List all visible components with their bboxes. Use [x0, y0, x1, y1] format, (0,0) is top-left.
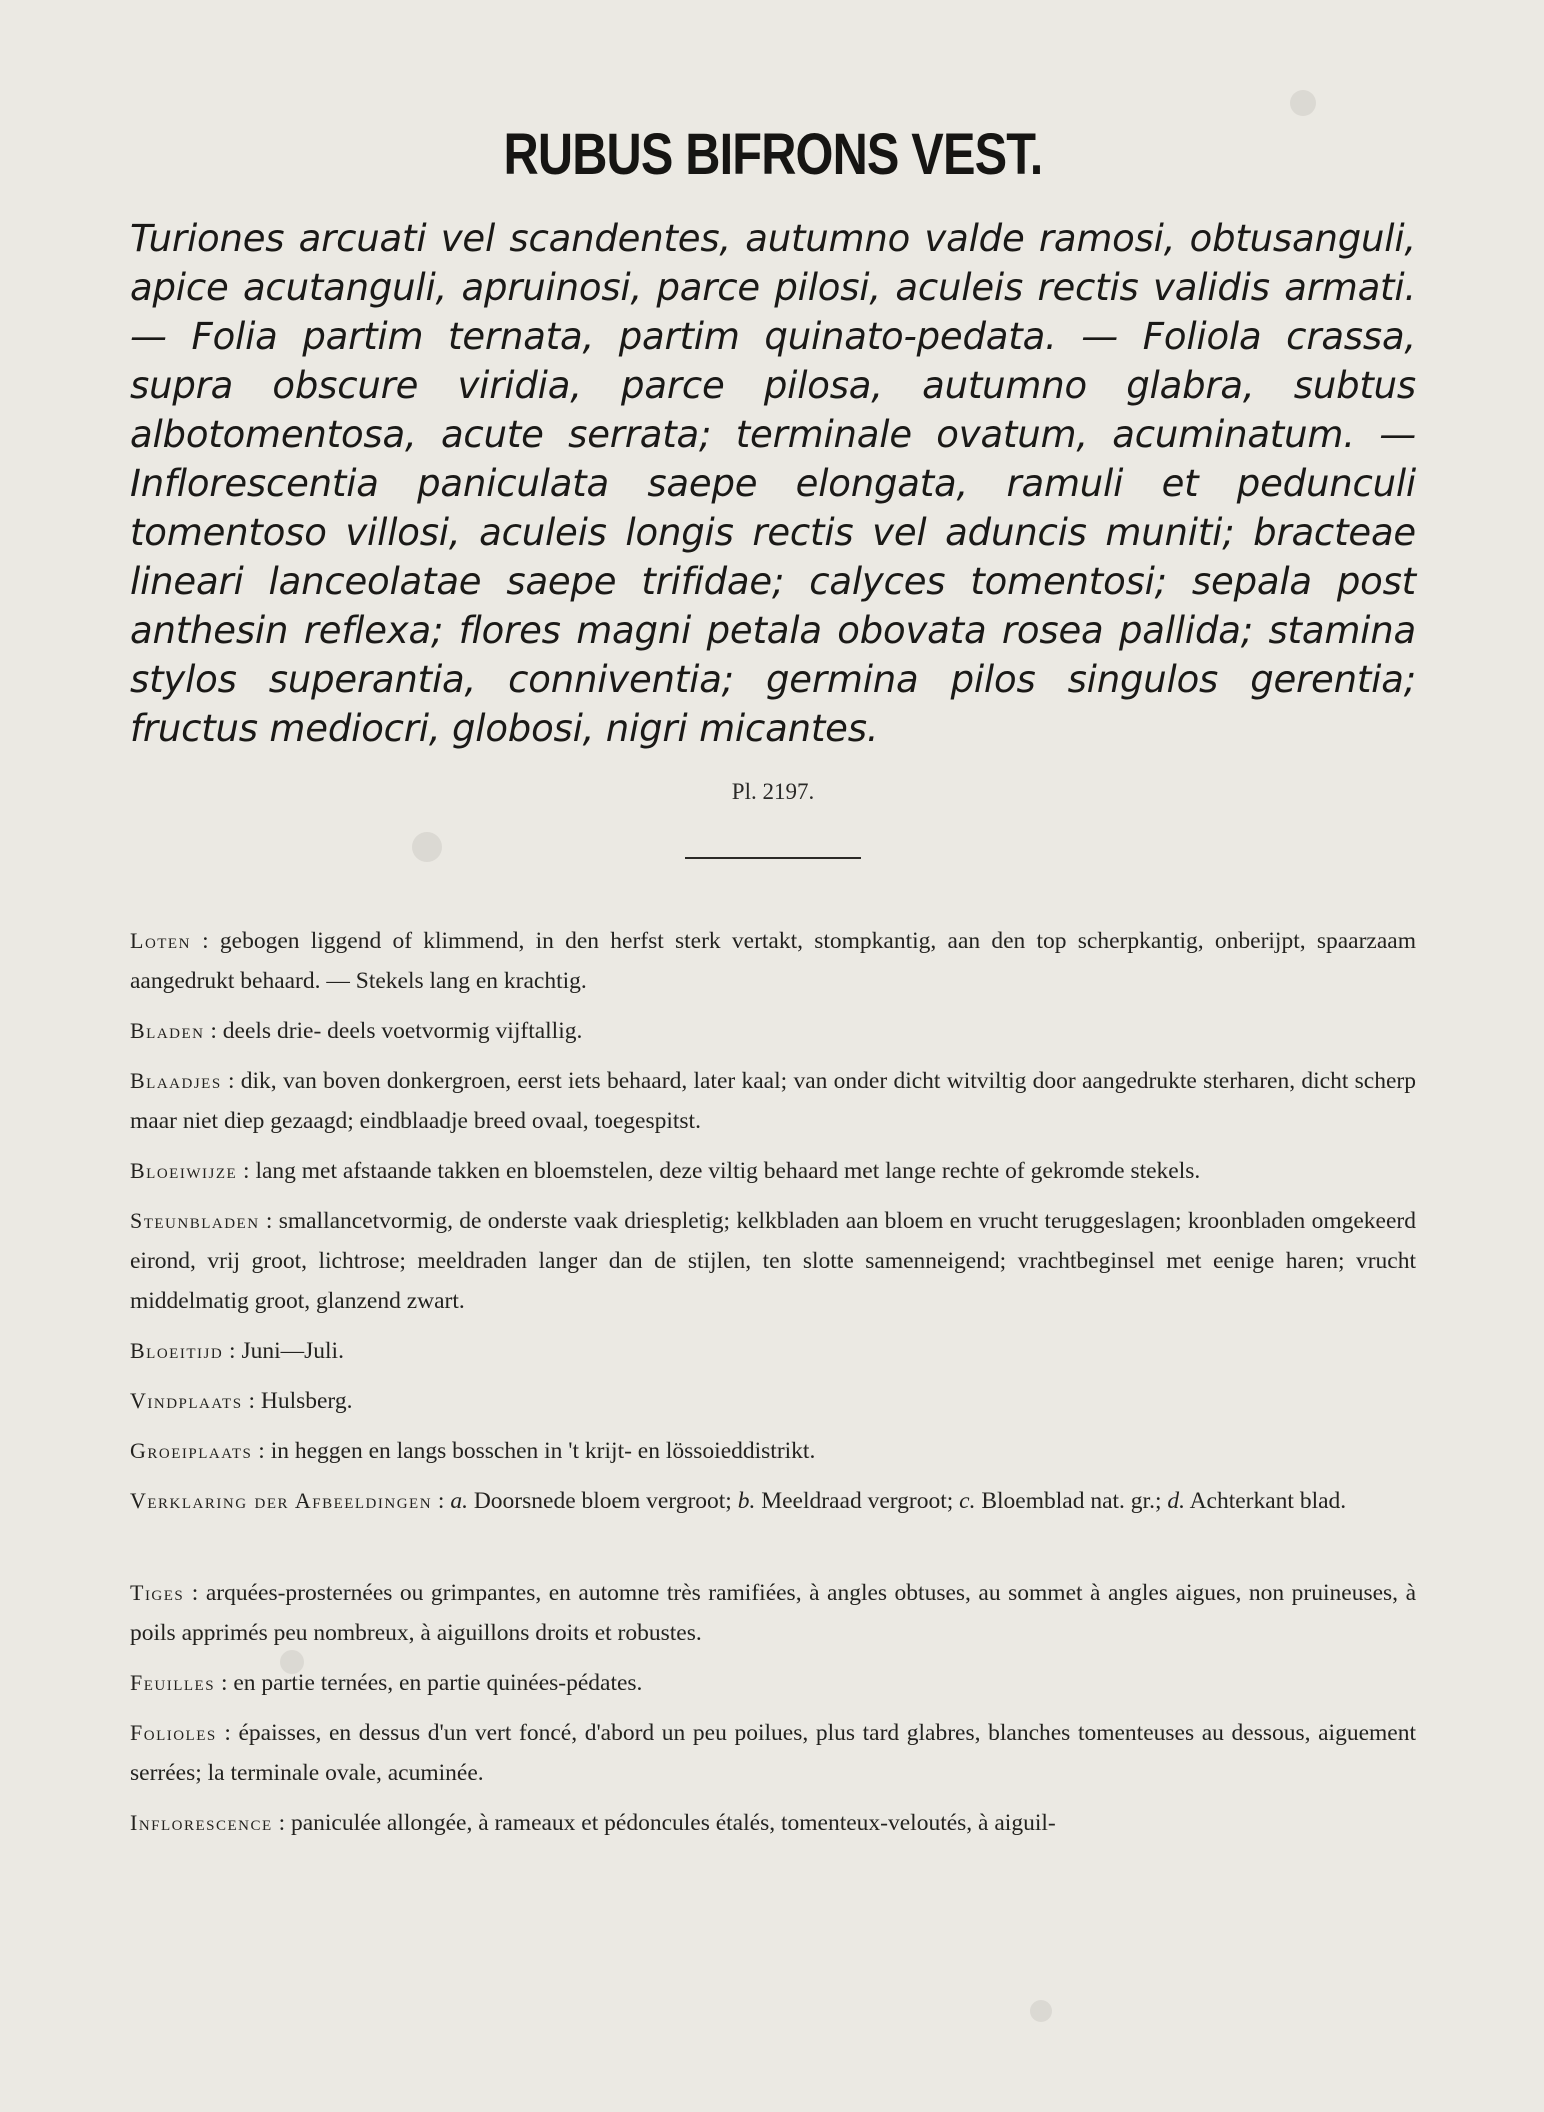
section-divider	[685, 857, 861, 859]
french-description	[130, 1573, 1416, 1843]
paper-spot	[280, 1650, 304, 1674]
latin-description: Turiones arcuati vel scandentes, autumno valde ramosi, obtusanguli, apice acutanguli, apruinosi, parce pilosi, aculeis rectis validis armati. — Folia partim ternata, partim quinato-pedata. — Foliola crassa, supra obscure viridia, parce pilosa, autumno glabra, subtus albotomentosa, acute serrata; terminale ovatum, acuminatum. — Inflorescentia paniculata saepe elongata, ramuli et pedunculi tomentoso villosi, aculeis longis rectis vel aduncis muniti; bracteae lineari lanceolatae saepe trifidae; calyces tomentosi; sepala post anthesin reflexa; flores magni petala obovata rosea pallida; stamina stylos superantia, conniventia; germina pilos singulos gerentia; fructus mediocri, globosi, nigri micantes.	[130, 217, 1416, 750]
entry-text: paniculée allongée, à rameaux et pédoncules étalés, tomenteux-veloutés, à aiguil-	[290, 1810, 1056, 1836]
entry-loten: Loten : gebogen liggend of klimmend, in den herfst sterk vertakt, stompkantig, aan den top scherpkantig, onberijpt, spaarzaam aangedrukt behaard. — Stekels lang en krachtig.	[130, 928, 1416, 994]
entry-inflorescence: Inflorescence : paniculée allongée, à rameaux et pédoncules étalés, tomenteux-veloutés, à aiguil-	[130, 1810, 1056, 1836]
entry-bloeitijd: Bloeitijd : Juni—Juli.	[130, 1338, 344, 1364]
entry-text: en partie ternées, en partie quinées-pédates.	[233, 1670, 643, 1696]
entry-label: Steunbladen	[130, 1208, 260, 1233]
entry-text: arquées-prosternées ou grimpantes, en automne très ramifiées, à angles obtuses, au sommet à angles aigues, non pruineuses, à poils apprimés peu nombreux, à aiguillons droits et robustes.	[130, 1580, 1416, 1646]
paper-spot	[412, 832, 442, 862]
entry-text: Hulsberg.	[260, 1388, 353, 1414]
entry-label: Bloeitijd	[130, 1338, 224, 1363]
entry-vindplaats: Vindplaats : Hulsberg.	[130, 1388, 353, 1414]
entry-label: Loten	[130, 928, 191, 953]
figure-key: d.	[1167, 1488, 1185, 1514]
entry-label: Blaadjes	[130, 1068, 222, 1093]
entry-label: Bloeiwijze	[130, 1158, 238, 1183]
entry-text: smallancetvormig, de onderste vaak driespletig; kelkbladen aan bloem en vrucht teruggeslagen; kroonbladen omgekeerd eirond, vrij groot, lichtrose; meeldraden langer dan de stijlen, ten slotte samenneigend; vrachtbeginsel met eenige haren; vrucht middelmatig groot, glanzend zwart.	[130, 1208, 1416, 1314]
entry-label: Tiges	[130, 1580, 185, 1605]
entry-text: in heggen en langs bosschen in 't krijt- en lössoieddistrikt.	[270, 1438, 816, 1464]
entry-text: dik, van boven donkergroen, eerst iets behaard, later kaal; van onder dicht witviltig door aangedrukte sterharen, dicht scherp maar niet diep gezaagd; eindblaadje breed ovaal, toegespitst.	[130, 1068, 1416, 1134]
entry-label: Bladen	[130, 1018, 205, 1043]
entry-label: Folioles	[130, 1720, 217, 1745]
entry-blaadjes: Blaadjes : dik, van boven donkergroen, eerst iets behaard, later kaal; van onder dicht witviltig door aangedrukte sterharen, dicht scherp maar niet diep gezaagd; eindblaadje breed ovaal, toegespitst.	[130, 1068, 1416, 1134]
entry-steunbladen: Steunbladen : smallancetvormig, de onderste vaak driespletig; kelkbladen aan bloem en vrucht teruggeslagen; kroonbladen omgekeerd eirond, vrij groot, lichtrose; meeldraden langer dan de stijlen, ten slotte samenneigend; vrachtbeginsel met eenige haren; vrucht middelmatig groot, glanzend zwart.	[130, 1208, 1416, 1314]
entry-label: Vindplaats	[130, 1388, 243, 1413]
entry-bloeiwijze: Bloeiwijze : lang met afstaande takken en bloemstelen, deze viltig behaard met lange rechte of gekromde stekels.	[130, 1158, 1201, 1184]
entry-text: lang met afstaande takken en bloemstelen, deze viltig behaard met lange rechte of gekromde stekels.	[255, 1158, 1201, 1184]
dutch-description	[130, 921, 1416, 1521]
entry-text: épaisses, en dessus d'un vert foncé, d'abord un peu poilues, plus tard glabres, blanches tomenteuses au dessous, aiguement serrées; la terminale ovale, acuminée.	[130, 1720, 1416, 1786]
figure-key: b.	[737, 1488, 756, 1514]
entry-groeiplaats: Groeiplaats : in heggen en langs bosschen in 't krijt- en lössoieddistrikt.	[130, 1438, 816, 1464]
figure-text: Doorsnede bloem vergroot;	[467, 1488, 738, 1514]
paper-spot	[1030, 2000, 1052, 2022]
figure-key: a.	[450, 1488, 468, 1514]
plate-reference: Pl. 2197.	[731, 779, 815, 804]
entry-label: Groeiplaats	[130, 1438, 253, 1463]
entry-bladen: Bladen : deels drie- deels voetvormig vijftallig.	[130, 1018, 583, 1044]
figure-key: c.	[959, 1488, 976, 1514]
entry-label: Inflorescence	[130, 1810, 273, 1835]
entry-feuilles: Feuilles : en partie ternées, en partie quinées-pédates.	[130, 1670, 643, 1696]
entry-folioles: Folioles : épaisses, en dessus d'un vert foncé, d'abord un peu poilues, plus tard glabres, blanches tomenteuses au dessous, aiguement serrées; la terminale ovale, acuminée.	[130, 1720, 1416, 1786]
entry-tiges: Tiges : arquées-prosternées ou grimpantes, en automne très ramifiées, à angles obtuses, au sommet à angles aigues, non pruineuses, à poils apprimés peu nombreux, à aiguillons droits et robustes.	[130, 1580, 1416, 1646]
entry-text: gebogen liggend of klimmend, in den herfst sterk vertakt, stompkantig, aan den top scherpkantig, onberijpt, spaarzaam aangedrukt behaard. — Stekels lang en krachtig.	[130, 928, 1416, 994]
figure-text: Achterkant blad.	[1184, 1488, 1347, 1514]
entry-verklaring: Verklaring der Afbeeldingen : a. Doorsnede bloem vergroot; b. Meeldraad vergroot; c. Bloemblad nat. gr.; d. Achterkant blad.	[130, 1488, 1347, 1514]
species-title: RUBUS BIFRONS VEST.	[503, 122, 1043, 187]
figure-text: Bloemblad nat. gr.;	[975, 1488, 1168, 1514]
entry-label: Verklaring der Afbeeldingen	[130, 1488, 433, 1513]
entry-label: Feuilles	[130, 1670, 216, 1695]
figure-text: Meeldraad vergroot;	[755, 1488, 960, 1514]
entry-text: deels drie- deels voetvormig vijftallig.	[222, 1018, 583, 1044]
entry-text: Juni—Juli.	[241, 1338, 344, 1364]
